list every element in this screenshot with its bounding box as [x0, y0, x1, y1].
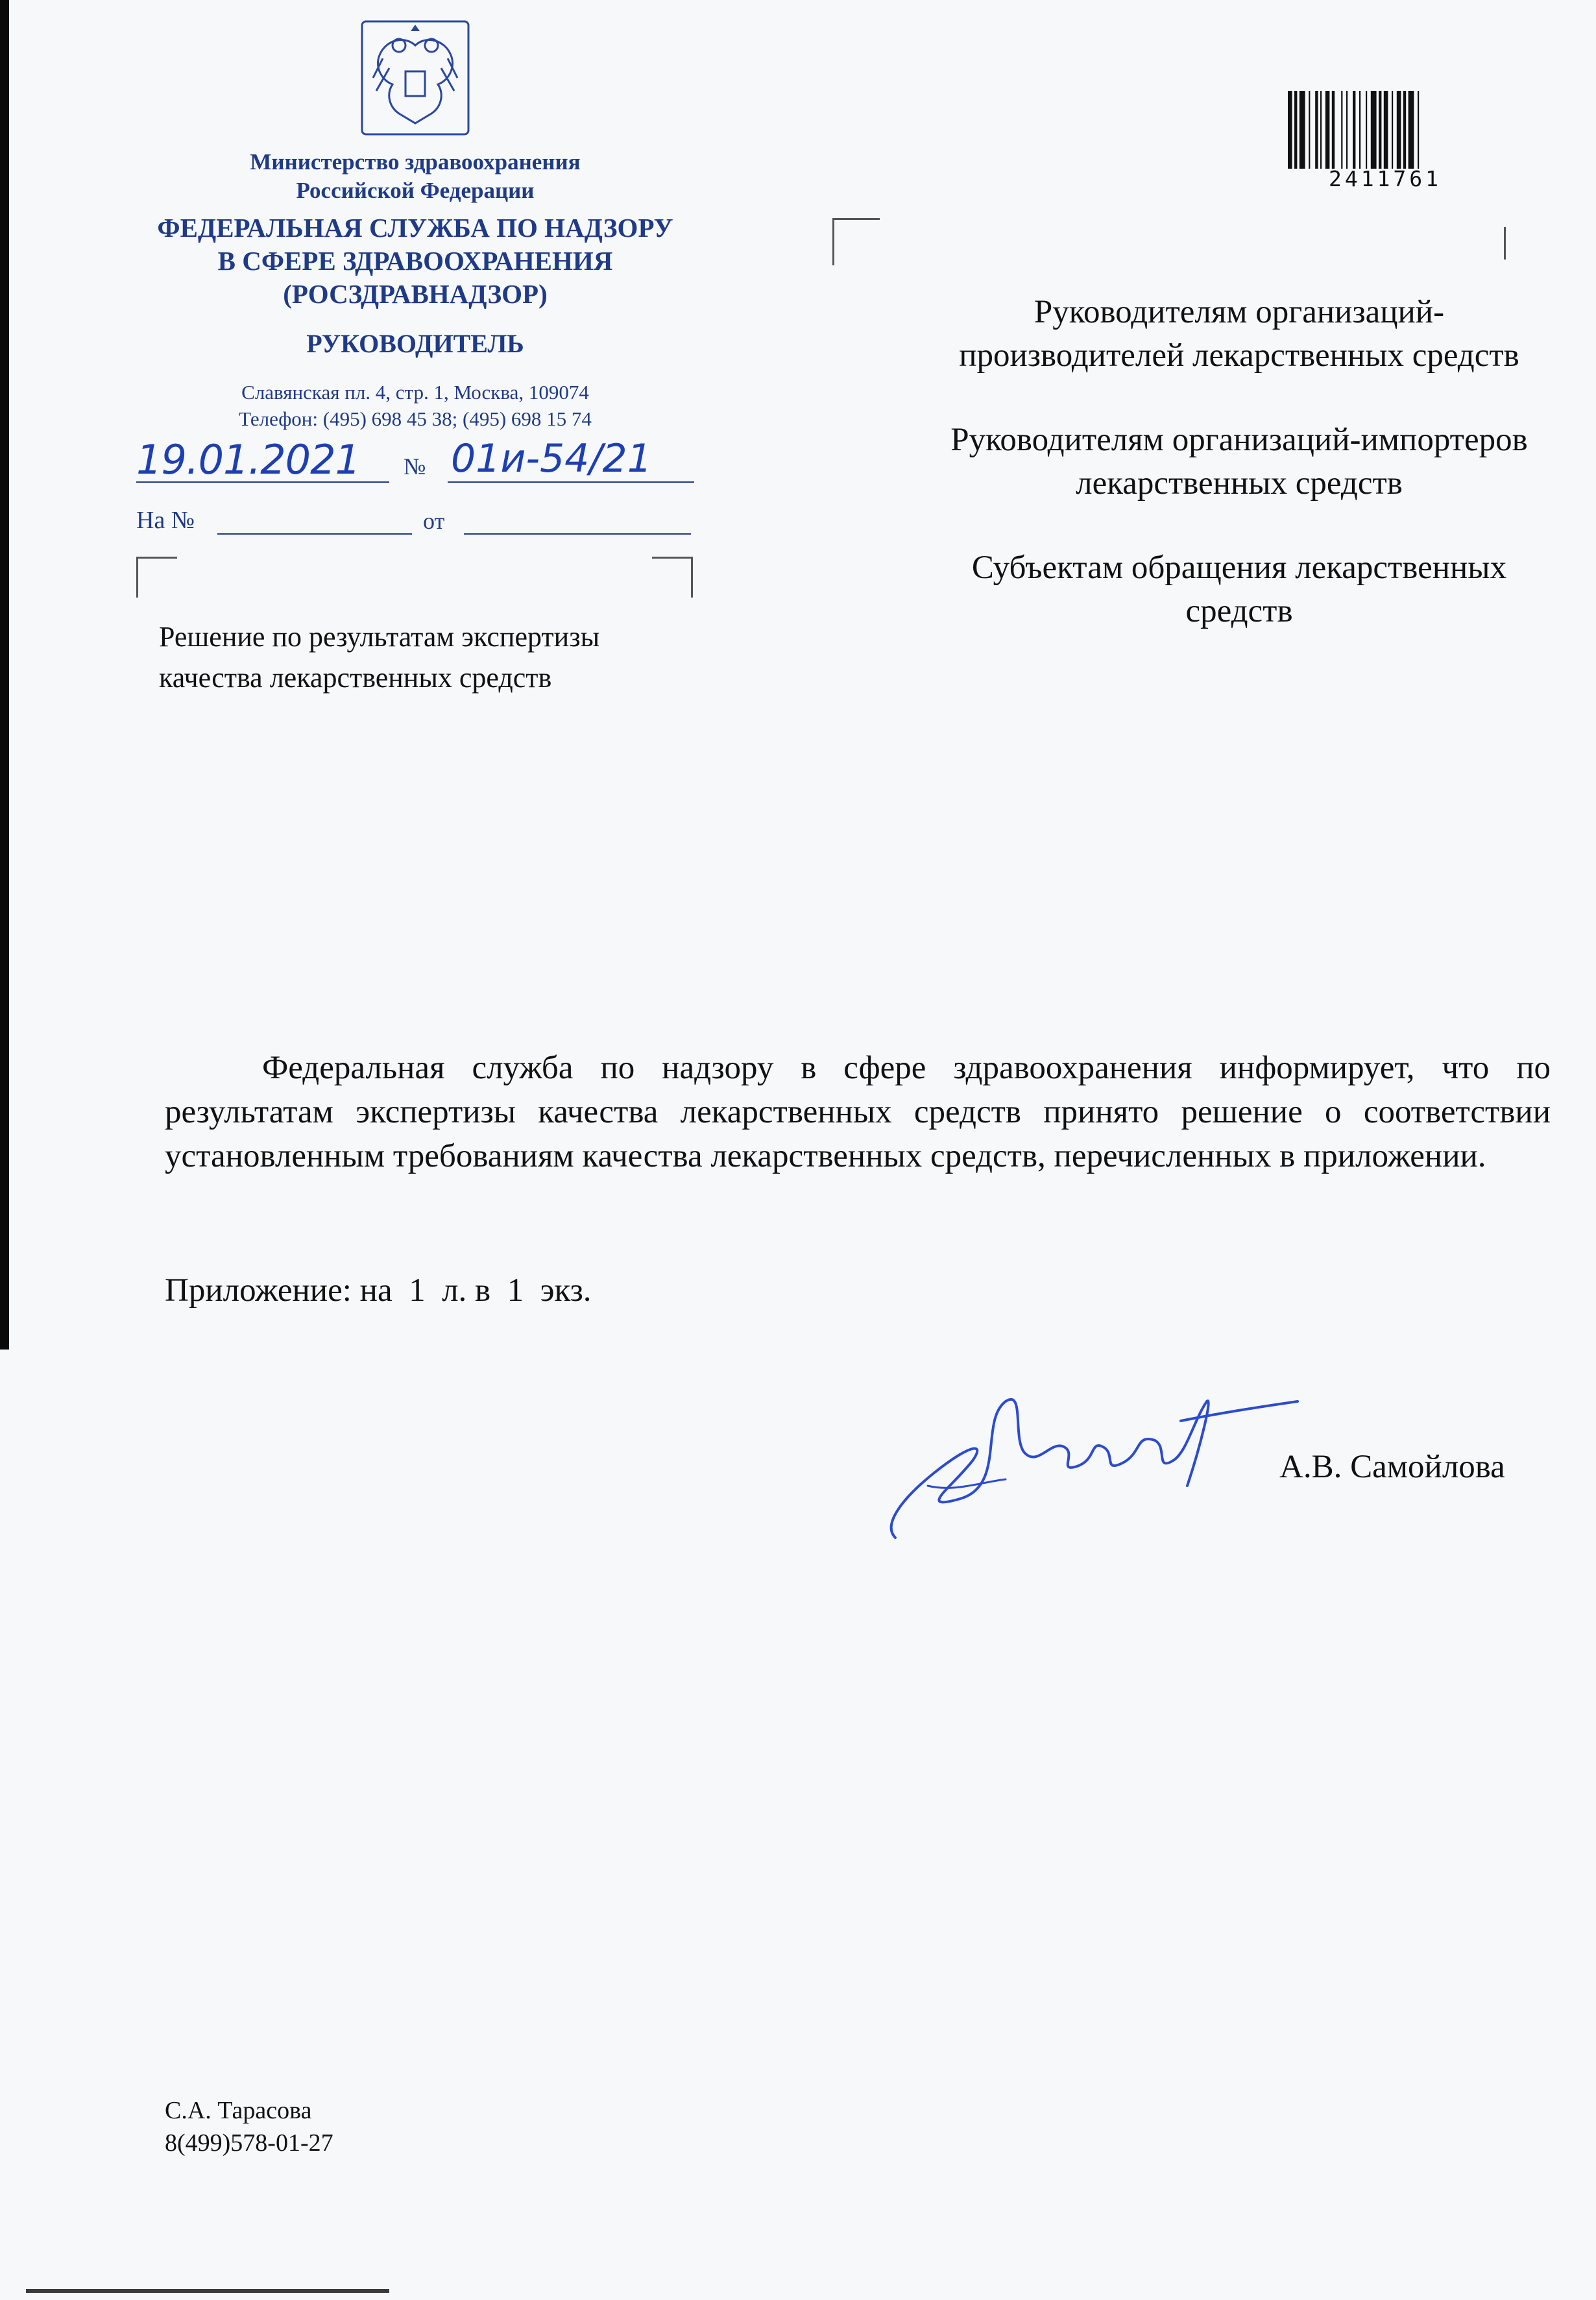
service-line-3: (РОСЗДРАВНАДЗОР) — [283, 279, 548, 309]
scan-edge-shadow — [0, 0, 9, 1350]
recipient-item: Руководителям организаций-импортеров лекарственных средств — [950, 422, 1528, 502]
barcode-bar — [1397, 91, 1401, 169]
barcode-bar — [1325, 91, 1330, 169]
ministry-line-1: Министерство здравоохранения — [250, 149, 581, 175]
ministry-name — [130, 148, 701, 205]
registration-number: 01и-54/21 — [451, 436, 652, 481]
subject-line-2: качества лекарственных средств — [159, 662, 552, 694]
barcode-bar — [1309, 91, 1310, 169]
scan-bottom-mark — [26, 2289, 389, 2293]
address-block — [130, 379, 701, 432]
barcode-bar — [1403, 91, 1406, 169]
phone-line: Телефон: (495) 698 45 38; (495) 698 15 74 — [239, 407, 592, 430]
body-paragraph: Федеральная служба по надзору в сфере здравоохранения информирует, что по результатам экспертизы качества лекарственных средств принято решение о соответствии установленным требованиям качества лекарственных средств, перечисленных в приложении. — [165, 1050, 1551, 1174]
registration-date: 19.01.2021 — [136, 436, 360, 483]
executor-phone: 8(499)578-01-27 — [165, 2129, 333, 2157]
reference-from-underline — [464, 533, 691, 535]
head-title: РУКОВОДИТЕЛЬ — [306, 329, 524, 358]
number-label: № — [404, 454, 426, 479]
reference-underline — [217, 533, 412, 535]
barcode-number: 2411761 — [1328, 166, 1442, 191]
signer-name: А.В. Самойлова — [1279, 1449, 1505, 1485]
barcode-bar — [1392, 91, 1393, 169]
address-corner-right — [652, 557, 693, 598]
signature-icon — [876, 1343, 1304, 1557]
barcode — [1288, 91, 1482, 169]
executor-name: С.А. Тарасова — [165, 2097, 312, 2124]
barcode-bar — [1294, 91, 1297, 169]
service-name — [104, 212, 727, 311]
barcode-bar — [1418, 91, 1419, 169]
date-underline — [136, 481, 389, 483]
service-line-2: В СФЕРЕ ЗДРАВООХРАНЕНИЯ — [217, 246, 613, 276]
recipient-corner-right — [1504, 227, 1506, 260]
executor-block — [165, 2094, 333, 2159]
recipients-block — [934, 291, 1544, 674]
barcode-bar — [1320, 91, 1322, 169]
reference-label: На № — [136, 507, 195, 534]
recipient-item: Руководителям организаций-производителей лекарственных средств — [959, 294, 1519, 374]
barcode-bar — [1332, 91, 1335, 169]
subject-line-1: Решение по результатам экспертизы — [159, 621, 600, 653]
barcode-bar — [1300, 91, 1305, 169]
barcode-bar — [1379, 91, 1381, 169]
barcode-bar — [1353, 91, 1355, 169]
barcode-bar — [1366, 91, 1367, 169]
barcode-bar — [1315, 91, 1318, 169]
barcode-bar — [1288, 91, 1292, 169]
ministry-line-2: Российской Федерации — [296, 178, 535, 203]
coat-of-arms-icon — [360, 19, 470, 136]
letter-subject — [159, 616, 743, 698]
recipient-corner-left — [832, 218, 880, 265]
barcode-bar — [1384, 91, 1388, 169]
barcode-bar — [1371, 91, 1377, 169]
service-line-1: ФЕДЕРАЛЬНАЯ СЛУЖБА ПО НАДЗОРУ — [157, 213, 673, 243]
attachment-note: Приложение: на 1 л. в 1 экз. — [165, 1272, 592, 1309]
recipient-item: Субъектам обращения лекарственных средств — [971, 550, 1507, 629]
address-corner-left — [136, 557, 177, 598]
barcode-bar — [1409, 91, 1414, 169]
barcode-bar — [1341, 91, 1342, 169]
number-underline — [448, 481, 694, 483]
reference-from-label: от — [423, 508, 445, 534]
barcode-bar — [1359, 91, 1360, 169]
barcode-bar — [1346, 91, 1348, 169]
address-line: Славянская пл. 4, стр. 1, Москва, 109074 — [241, 381, 589, 404]
